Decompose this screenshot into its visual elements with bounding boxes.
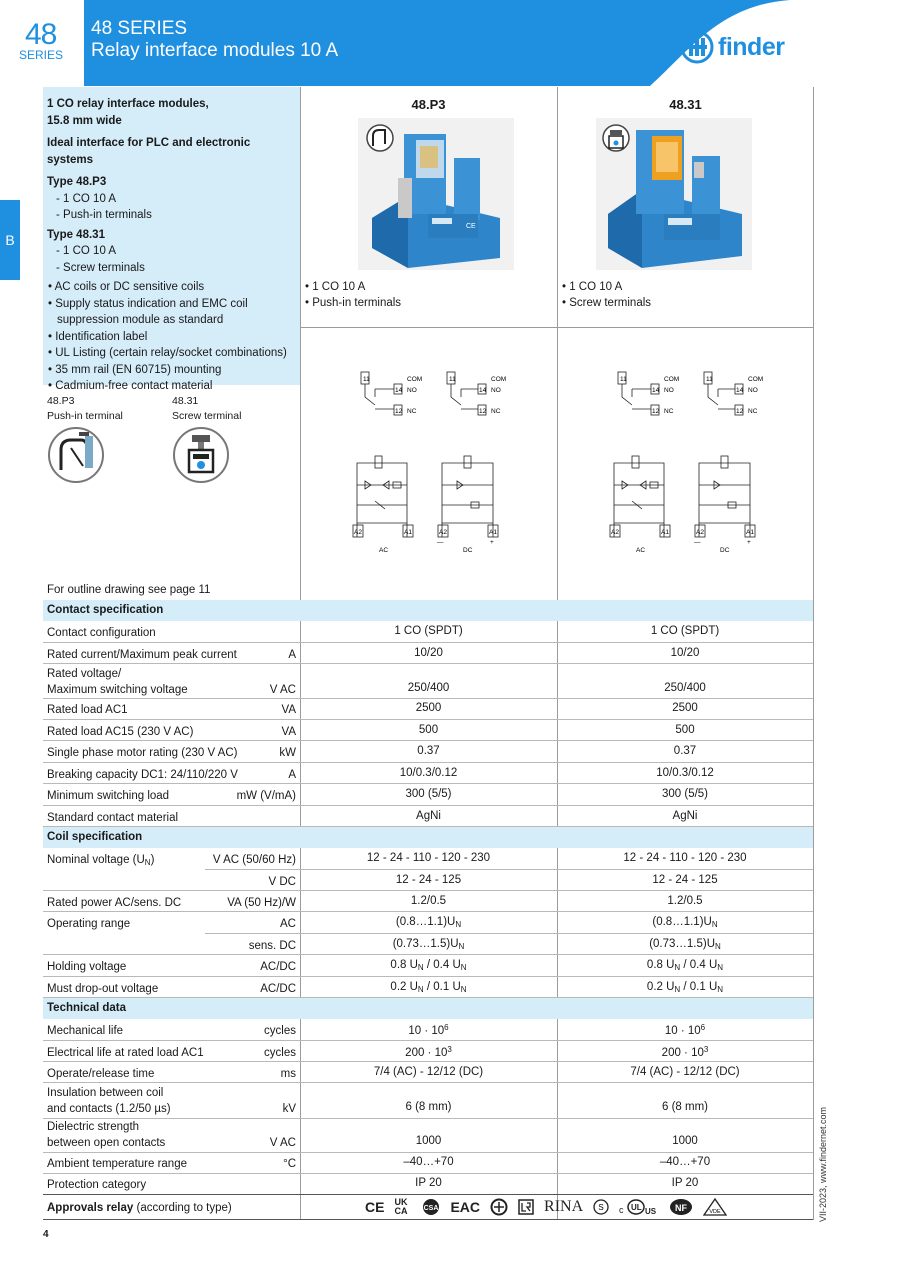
table-row [43,1119,813,1153]
row-label: Rated load AC15 (230 V AC) [47,726,194,738]
finder-logo [680,30,784,64]
ukca-mark-icon: UK CA [394,1197,408,1216]
svg-text:UL: UL [631,1203,642,1212]
value-48p3: 0.37 [417,745,440,757]
diagram-label: AC [379,547,389,554]
feature-item: • UL Listing (certain relay/socket combinations) [48,347,287,359]
nf-mark-icon [669,1198,693,1216]
table-row [43,806,813,827]
row-label: Operating range [47,918,131,930]
row-unit: AC/DC [260,961,296,973]
diagram-label: 14 [479,387,487,394]
diagram-label: A1 [746,529,754,536]
table-row [43,1174,813,1195]
value-48p3: 7/4 (AC) - 12/12 (DC) [373,1066,484,1078]
product-title-48p3: 48.P3 [411,97,446,112]
diagram-label: 14 [736,387,744,394]
value-48p3: $200 \cdot 10^3$ [405,1045,452,1059]
row-label: Must drop-out voltage [47,983,159,995]
table-row [43,955,813,977]
product-bullet: • Screw terminals [562,297,652,309]
value-48p3: 10/0.3/0.12 [399,767,458,779]
value-4831: 0.37 [673,745,697,757]
table-row [43,1019,813,1041]
svg-text:CSA: CSA [424,1205,439,1212]
row-unit: A [288,769,296,781]
terminal-label: Push-in terminal [47,410,123,422]
type2-item: - Screw terminals [56,261,145,274]
screw-terminal-icon [172,426,230,484]
feature-item: • Supply status indication and EMC coil suppression module as standard [48,297,248,326]
diagram-label: COM [664,376,680,383]
value-4831: 250/400 [664,682,706,694]
row-label: Standard contact material [47,812,179,824]
row-label: Minimum switching load [47,790,170,802]
lr-mark-icon [518,1199,534,1215]
row-label: and contacts (1.2/50 µs) [47,1103,171,1115]
value-4831: AgNi [672,810,698,822]
table-row [43,934,813,955]
row-unit: cycles [264,1047,296,1059]
outline-note: For outline drawing see page 11 [47,584,211,596]
diagram-label: A1 [661,529,669,536]
value-4831: 1.2/0.5 [667,895,703,907]
product-bullets-48p3 [305,279,401,311]
row-label: Dielectric strength [47,1121,140,1133]
diagram-label: 12 [479,408,487,415]
value-4831: 300 (5/5) [661,788,709,800]
value-48p3: 12 - 24 - 110 - 120 - 230 [366,852,491,864]
value-4831: 10/20 [670,647,700,659]
row-unit: ms [280,1068,296,1080]
feature-item: • 35 mm rail (EN 60715) mounting [48,363,222,376]
value-48p3: 12 - 24 - 125 [395,874,462,886]
diagram-label: NO [491,387,501,394]
row-label: Ambient temperature range [47,1158,187,1170]
page-title: 48 SERIES [91,18,188,39]
diagram-label: A1 [404,529,412,536]
diagram-label: AC [636,547,646,554]
product-bullet: • Push-in terminals [305,297,402,309]
section-letter: B [5,232,15,248]
value-48p3: 6 (8 mm) [405,1101,452,1113]
section-header [43,998,813,1019]
table-row [43,664,813,699]
diagram-label: 11 [363,376,370,383]
row-unit: V AC [269,684,296,696]
wiring-diagram-48p3 [345,365,520,560]
svg-text:US: US [645,1207,657,1216]
diagram-label: 12 [652,408,660,415]
diagram-label: 12 [395,408,403,415]
svg-text:NF: NF [675,1203,688,1213]
diagram-label: + [747,539,751,546]
value-4831: 6 (8 mm) [662,1101,708,1113]
value-48p3: –40…+70 [403,1156,454,1168]
section-header [43,827,813,848]
value-4831: 12 - 24 - 125 [652,874,718,886]
value-4831: –40…+70 [659,1156,711,1168]
finder-logo-icon [680,30,714,64]
value-48p3: 300 (5/5) [405,788,452,800]
row-label: Breaking capacity DC1: 24/110/220 V [47,769,238,781]
product-bullets-4831 [562,279,651,311]
row-label: Approvals relay (according to type) [47,1202,232,1214]
feature-item: • Cadmium-free contact material [48,380,213,392]
value-48p3: 1.2/0.5 [410,895,447,907]
value-48p3: 0.8 $U_N / 0.4$ $U_N$ [390,959,467,972]
product-image-4831 [596,118,752,270]
type1-item: - Push-in terminals [56,209,152,221]
diagram-label: COM [407,376,423,383]
table-row [43,763,813,784]
page-subtitle: Relay interface modules 10 A [91,40,339,61]
row-label: Contact configuration [47,627,156,639]
type2-item: - 1 CO 10 A [56,245,117,257]
svg-text:c: c [619,1205,624,1215]
table-row [43,699,813,720]
row-label: Holding voltage [47,961,127,973]
table-row [43,720,813,741]
svg-text:S: S [598,1203,604,1212]
table-row [43,891,813,912]
panel-heading-3: Ideal interface for PLC and electronic systems [47,137,251,166]
row-unit: cycles [264,1025,296,1037]
csa-mark-icon [422,1198,440,1216]
row-divider [300,327,814,328]
value-48p3: 500 [418,724,439,736]
s-mark-icon [593,1198,609,1216]
value-4831: 1 CO (SPDT) [650,625,720,637]
diagram-label: 11 [449,376,456,383]
row-label: Maximum switching voltage [47,684,188,696]
diagram-label: A2 [611,529,619,536]
approval-marks [365,1197,727,1217]
table-row [43,1083,813,1119]
value-48p3: 2500 [415,702,442,714]
value-48p3: 10/20 [414,647,443,659]
wiring-diagram-4831 [602,365,777,560]
value-48p3: 1000 [415,1135,442,1147]
type1-item: - 1 CO 10 A [56,192,117,205]
table-row [43,912,813,934]
diagram-label: NO [664,387,674,394]
diagram-label: NC [664,408,674,415]
value-48p3: 0.2 $U_N / 0.1$ $U_N$ [390,981,467,994]
diagram-label: NO [407,387,417,394]
row-label: Mechanical life [47,1025,124,1037]
cul-us-mark-icon [619,1198,659,1216]
diagram-label: A2 [696,529,704,536]
diagram-label: — [694,539,701,546]
value-48p3: $(0.8\dots 1.1)U_N$ [395,916,462,929]
value-48p3: $(0.73\dots 1.5)U_N$ [392,938,465,951]
terminal-push-in [47,394,123,424]
diagram-label: COM [491,376,507,383]
value-4831: 1000 [672,1135,698,1147]
diagram-label: A2 [354,529,362,536]
row-label: Rated voltage/ [47,668,122,680]
svg-text:VDE: VDE [709,1209,721,1215]
row-unit: A [288,649,296,661]
diagram-label: 11 [706,376,713,383]
series-number: 48 [25,18,57,51]
value-48p3: IP 20 [415,1177,442,1189]
table-row [43,621,813,643]
value-4831: IP 20 [671,1177,699,1189]
row-unit: kV [282,1103,296,1115]
product-image-48p3 [358,118,514,270]
series-box [0,0,84,86]
row-unit: °C [283,1158,296,1170]
diagram-label: DC [720,547,730,554]
diagram-label: 12 [736,408,744,415]
terminal-label: Screw terminal [172,410,242,422]
row-label: Protection category [47,1179,147,1191]
table-row [43,1062,813,1083]
globe-mark-icon [490,1198,508,1216]
type1-title: Type 48.P3 [47,176,107,188]
row-unit: V DC [268,876,296,888]
diagram-label: COM [748,376,764,383]
row-label: between open contacts [47,1137,166,1149]
row-unit: VA [281,726,296,738]
value-4831: 0.2 $U_N / 0.1$ $U_N$ [646,981,724,994]
row-label: Electrical life at rated load AC1 [47,1047,204,1059]
diagram-label: NC [491,408,501,415]
row-label: Rated load AC1 [47,704,128,716]
value-4831: $200 \cdot 10^3$ [661,1045,709,1059]
diagram-label: 14 [652,387,660,394]
diagram-label: A1 [489,529,497,536]
diagram-label: NC [407,408,417,415]
value-4831: 12 - 24 - 110 - 120 - 230 [623,852,747,864]
section-title: Coil specification [47,831,143,843]
section-title: Technical data [47,1002,127,1014]
feature-item: • Identification label [48,330,148,343]
vde-mark-icon [703,1198,727,1216]
row-unit: sens. DC [248,940,296,952]
table-row [43,1153,813,1174]
value-48p3: 1 CO (SPDT) [394,625,463,637]
value-4831: 2500 [672,702,698,714]
page-number: 4 [43,1229,49,1240]
push-in-terminal-icon [47,426,105,484]
value-4831: $(0.73\dots 1.5)U_N$ [649,938,721,951]
row-unit: V AC (50/60 Hz) [212,854,296,866]
row-unit: AC [280,918,296,930]
table-row [43,784,813,806]
table-row [43,741,813,763]
section-title: Contact specification [47,604,164,616]
diagram-label: 11 [620,376,627,383]
side-note: VII-2023, www.findernet.com [818,1106,828,1222]
feature-item: • AC coils or DC sensitive coils [48,281,205,293]
table-row [43,977,813,998]
ce-mark-icon: CE [365,1199,385,1215]
table-row [43,1195,813,1220]
row-unit: AC/DC [260,983,296,995]
row-label: Insulation between coil [47,1087,164,1099]
value-48p3: AgNi [416,810,441,822]
panel-heading: 1 CO relay interface modules, [47,98,209,110]
row-label: Rated current/Maximum peak current [47,649,237,661]
series-word: SERIES [19,48,64,62]
value-4831: $10 \cdot 10^6$ [664,1023,706,1037]
eac-mark-icon: EAC [450,1199,481,1215]
value-48p3: $10 \cdot 10^6$ [408,1023,449,1037]
table-row [43,848,813,870]
product-bullet: • 1 CO 10 A [305,281,366,293]
terminal-code: 48.31 [172,395,199,407]
row-unit: V AC [269,1137,296,1149]
value-4831: $(0.8\dots 1.1)U_N$ [652,916,718,929]
terminal-screw [172,394,241,424]
diagram-label: + [490,539,494,546]
diagram-label: DC [463,547,473,554]
table-row [43,1041,813,1062]
panel-heading-2: 15.8 mm wide [47,114,122,127]
row-label: Nominal voltage $(U_N)$ [47,854,155,867]
product-bullet: • 1 CO 10 A [562,281,623,293]
diagram-label: A2 [439,529,447,536]
terminal-code: 48.P3 [47,395,75,407]
section-header [43,600,813,621]
type2-title: Type 48.31 [47,228,105,241]
value-4831: 10/0.3/0.12 [656,767,714,779]
row-unit: kW [279,747,296,759]
row-unit: mW (V/mA) [236,790,296,802]
row-unit: VA [281,704,296,716]
rina-mark-icon: RINA [544,1198,584,1215]
row-unit: VA (50 Hz)/W [227,897,296,909]
diagram-label: — [437,539,444,546]
features-panel [43,87,300,392]
value-4831: 0.8 $U_N / 0.4$ $U_N$ [646,959,724,972]
row-label: Operate/release time [47,1068,155,1080]
value-48p3: 250/400 [407,682,450,694]
table-row [43,870,813,891]
row-label: Single phase motor rating (230 V AC) [47,747,238,759]
diagram-label: 14 [395,387,403,394]
value-4831: 500 [675,724,695,736]
diagram-label: NO [748,387,758,394]
finder-logo-text: finder [718,32,785,61]
value-4831: 7/4 (AC) - 12/12 (DC) [630,1066,740,1078]
diagram-label: NC [748,408,758,415]
product-title-4831: 48.31 [669,97,702,112]
row-label: Rated power AC/sens. DC [47,897,182,909]
table-row [43,643,813,664]
svg-text:CE: CE [466,223,476,230]
column-divider [813,87,814,1220]
